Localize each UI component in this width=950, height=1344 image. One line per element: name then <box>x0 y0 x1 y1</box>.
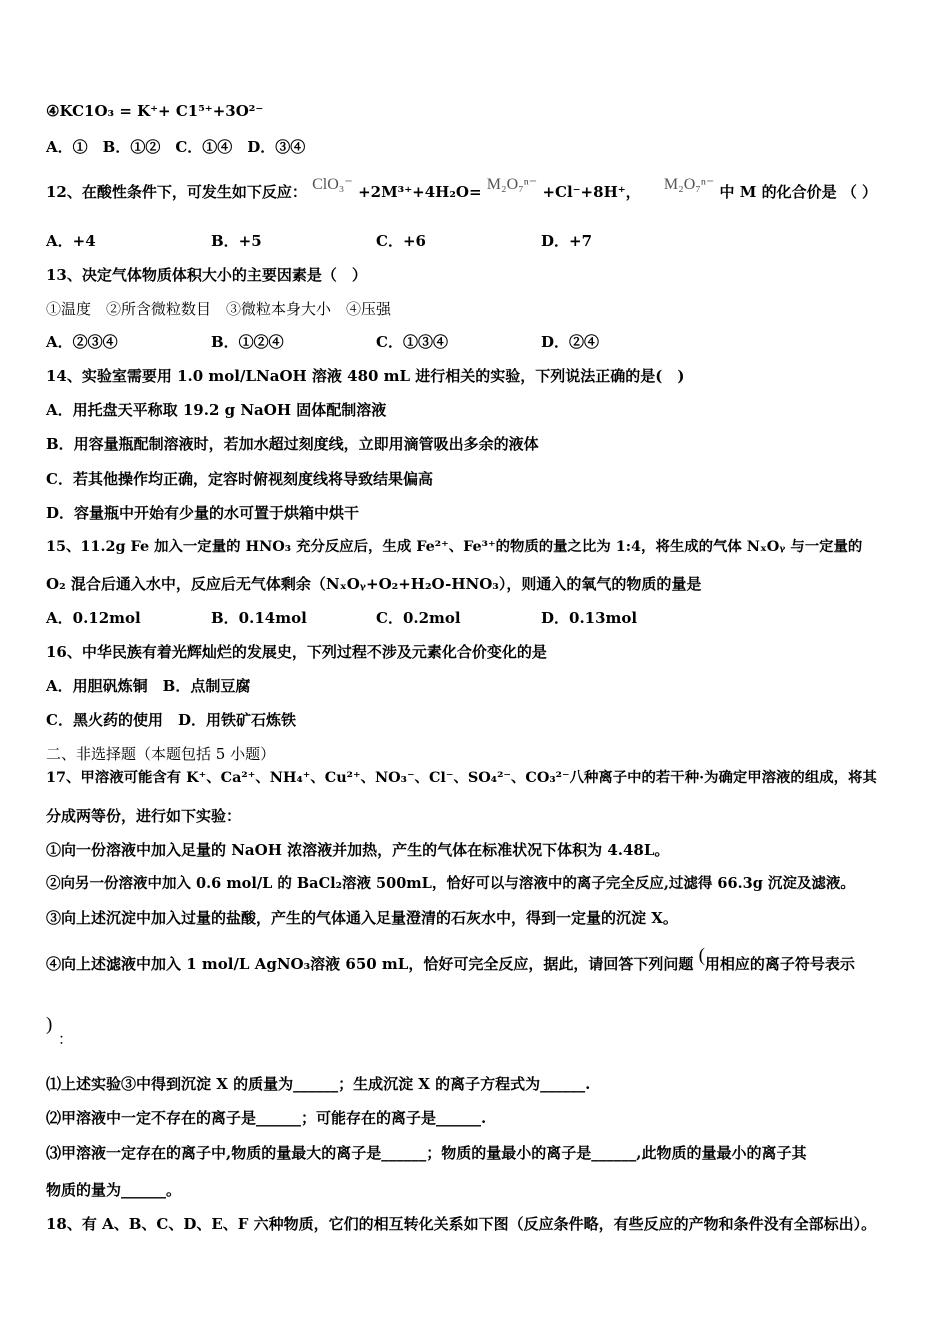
q12-prefix: 12、在酸性条件下，可发生如下反应： <box>46 183 307 201</box>
q17-step4-close <box>46 1015 52 1035</box>
q11-options: A．① B．①② C．①④ D．③④ <box>46 138 306 156</box>
q17-part3-line1: ⑶甲溶液一定存在的离子中,物质的量最大的离子是______；物质的量最小的离子是______,此物质的量最小的离子其 <box>46 1144 807 1162</box>
m2o7-formula: M₂O₇ⁿ⁻ <box>486 176 538 193</box>
q17-step3: ③向上述沉淀中加入过量的盐酸，产生的气体通入足量澄清的石灰水中，得到一定量的沉淀 X。 <box>46 909 678 927</box>
q15-option-d: D．0.13mol <box>541 609 638 627</box>
q12-option-d: D．+7 <box>541 232 593 250</box>
q12-mid1: +2M³⁺+4H₂O= <box>358 183 482 201</box>
q17-line2: 分成两等份，进行如下实验： <box>46 807 242 825</box>
q17-part3-line2: 物质的量为______。 <box>46 1181 182 1199</box>
q13-stem: 13、决定气体物质体积大小的主要因素是（ ） <box>46 266 367 284</box>
kclo3-equation: ④KC1O₃ = K⁺+ C1⁵⁺+3O²⁻ <box>46 102 264 120</box>
q17-step4 <box>46 945 855 974</box>
q12-option-c: C．+6 <box>376 232 426 250</box>
q13-items: ①温度 ②所含微粒数目 ③微粒本身大小 ④压强 <box>46 300 392 318</box>
q14-option-a: A．用托盘天平称取 19.2 g NaOH 固体配制溶液 <box>46 401 387 419</box>
q17-step1: ①向一份溶液中加入足量的 NaOH 浓溶液并加热，产生的气体在标准状况下体积为 4.48L。 <box>46 841 670 859</box>
q17-step4-colon: ： <box>58 1030 74 1048</box>
q13-option-c: C．①③④ <box>376 333 448 351</box>
q15-option-b: B．0.14mol <box>211 609 307 627</box>
q15-option-c: C．0.2mol <box>376 609 461 627</box>
clo3-formula: ClO₃⁻ <box>312 176 353 193</box>
q15-option-a: A．0.12mol <box>46 609 141 627</box>
q15-options <box>46 608 637 628</box>
q12-option-a: A．+4 <box>46 232 96 250</box>
q18-stem: 18、有 A、B、C、D、E、F 六种物质，它们的相互转化关系如下图（反应条件略，有些反应的产物和条件没有全部标出）。 <box>46 1215 877 1233</box>
q17-step4-paren-close: ) <box>46 1014 53 1035</box>
q14-option-b: B．用容量瓶配制溶液时，若加水超过刻度线，立即用滴管吸出多余的液体 <box>46 435 539 453</box>
q12-options <box>46 231 592 251</box>
q17-part1: ⑴上述实验③中得到沉淀 X 的质量为______；生成沉淀 X 的离子方程式为______. <box>46 1075 591 1093</box>
q15-line1: 15、11.2g Fe 加入一定量的 HNO₃ 充分反应后，生成 Fe²⁺、Fe³⁺的物质的量之比为 1:4，将生成的气体 NₓOᵧ 与一定量的 <box>46 538 863 555</box>
q16-stem: 16、中华民族有着光辉灿烂的发展史，下列过程不涉及元素化合价变化的是 <box>46 643 547 661</box>
q16-options-cd: C．黑火药的使用 D．用铁矿石炼铁 <box>46 711 296 729</box>
q17-step4-tail: 用相应的离子符号表示 <box>704 955 855 973</box>
q17-part2: ⑵甲溶液中一定不存在的离子是______；可能存在的离子是______. <box>46 1109 487 1127</box>
q13-option-b: B．①②④ <box>211 333 284 351</box>
q13-option-a: A．②③④ <box>46 333 118 351</box>
q17-step4-text: ④向上述滤液中加入 1 mol/L AgNO₃溶液 650 mL，恰好可完全反应，据此，请回答下列问题 <box>46 955 694 973</box>
m2o7-formula-2: M₂O₇ⁿ⁻ <box>663 176 715 193</box>
section-two-heading: 二、非选择题（本题包括 5 小题） <box>46 745 276 763</box>
q12-mid2: +Cl⁻+8H⁺， <box>542 183 641 201</box>
q12-suffix: 中 M 的化合价是 （ ） <box>719 183 878 201</box>
q17-step4-paren-open: ( <box>698 945 705 966</box>
q12-stem <box>46 176 878 203</box>
q13-option-d: D．②④ <box>541 333 600 351</box>
q14-option-c: C．若其他操作均正确，定容时俯视刻度线将导致结果偏高 <box>46 470 433 488</box>
q16-options-ab: A．用胆矾炼铜 B．点制豆腐 <box>46 677 251 695</box>
q17-step2: ②向另一份溶液中加入 0.6 mol/L 的 BaCl₂溶液 500mL，恰好可以与溶液中的离子完全反应,过滤得 66.3g 沉淀及滤液。 <box>46 875 855 892</box>
q14-option-d: D．容量瓶中开始有少量的水可置于烘箱中烘干 <box>46 504 360 522</box>
q15-line2: O₂ 混合后通入水中，反应后无气体剩余（NₓOᵧ+O₂+H₂O-HNO₃），则通入的氧气的物质的量是 <box>46 575 702 593</box>
q14-stem: 14、实验室需要用 1.0 mol/LNaOH 溶液 480 mL 进行相关的实验，下列说法正确的是( ) <box>46 367 685 385</box>
q17-line1: 17、甲溶液可能含有 K⁺、Ca²⁺、NH₄⁺、Cu²⁺、NO₃⁻、Cl⁻、SO₄²⁻、CO₃²⁻八种离子中的若干种·为确定甲溶液的组成，将其 <box>46 769 877 786</box>
q13-options <box>46 332 599 352</box>
q12-option-b: B．+5 <box>211 232 262 250</box>
